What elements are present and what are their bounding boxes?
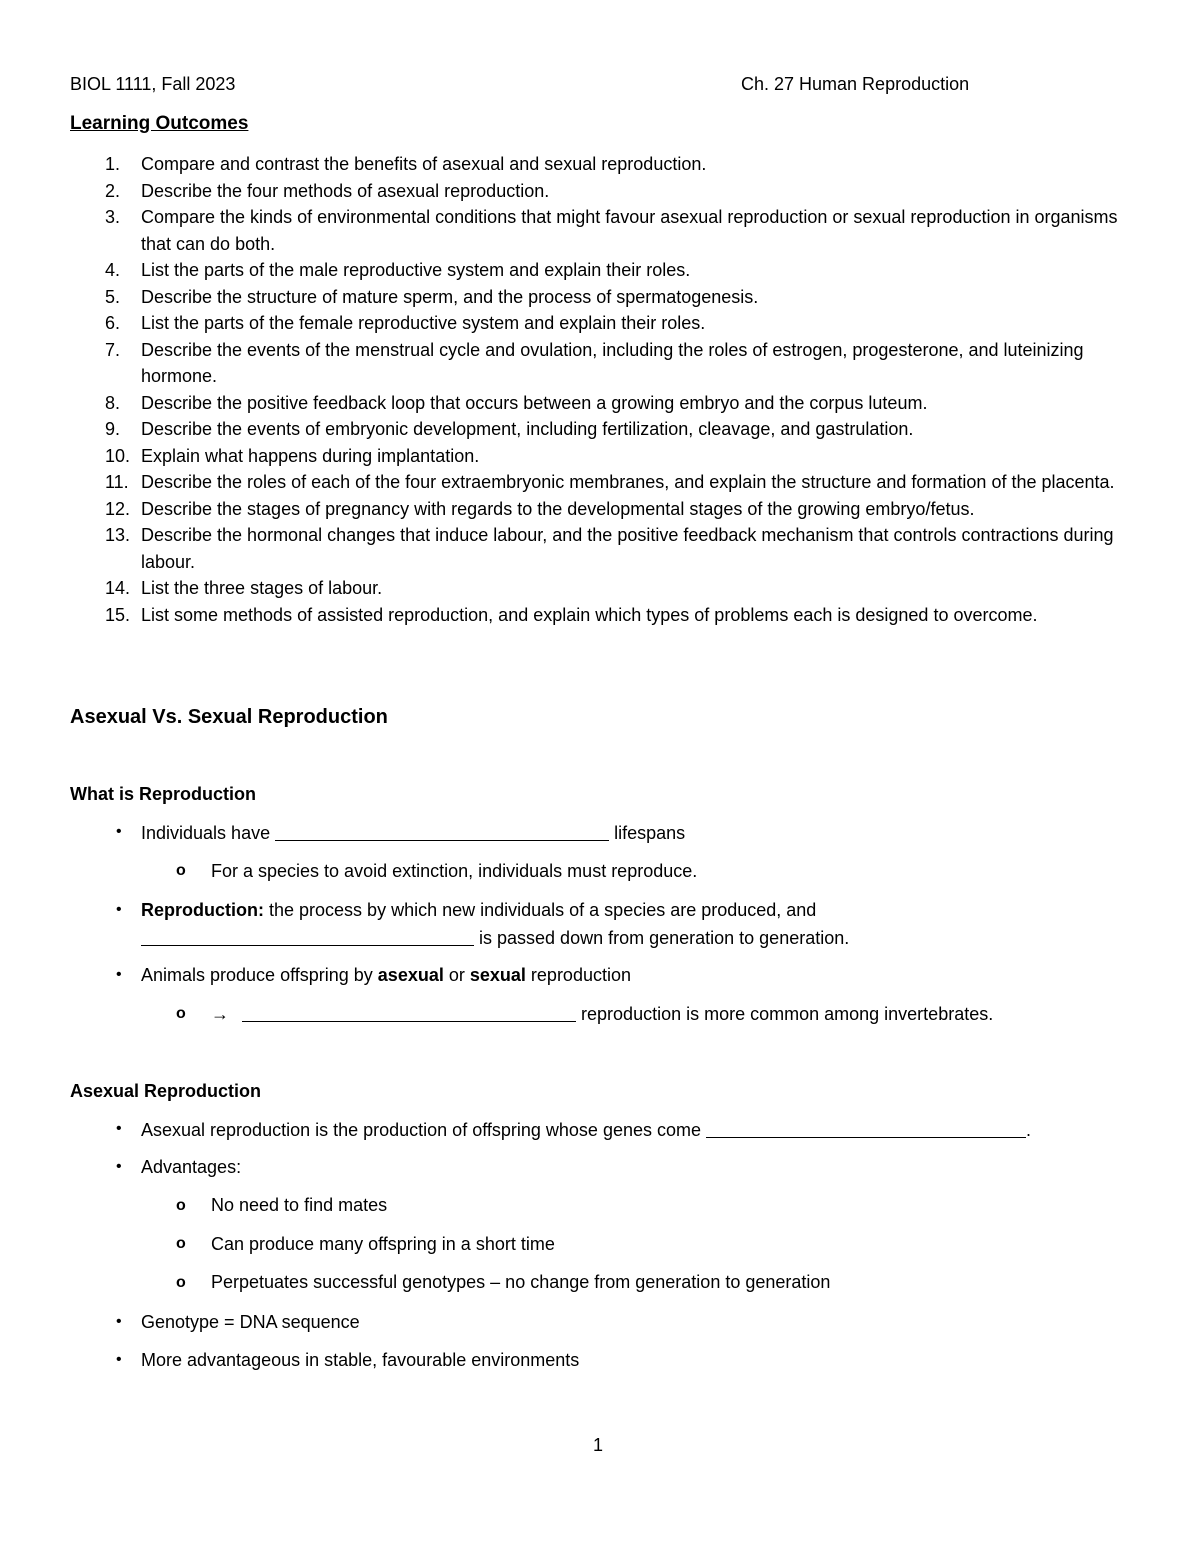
outcome-item	[0, 416, 1200, 443]
reproduction-cont-text: is passed down from generation to generation.	[479, 928, 850, 948]
sub-bullet-icon: o	[176, 1274, 186, 1291]
outcome-number: 6.	[105, 313, 121, 333]
outcome-number: 3.	[105, 207, 121, 227]
outcome-number: 7.	[105, 339, 121, 360]
outcome-text: Describe the roles of each of the four extraembryonic membranes, and explain the structure and formation of the placenta.	[141, 472, 1115, 492]
reproduction-text: the process by which new individuals of a species are produced, and	[264, 900, 817, 920]
outcome-item	[0, 496, 1200, 523]
outcome-number: 5.	[105, 286, 121, 307]
sexual-term: sexual	[469, 965, 526, 985]
fill-in-blank	[242, 1003, 576, 1022]
lifespan-line	[141, 822, 685, 844]
reproduction-definition-cont	[141, 927, 849, 949]
sub-bullet-icon: o	[176, 862, 186, 879]
outcome-text: Describe the events of embryonic development, including fertilization, cleavage, and gastrulation.	[141, 419, 914, 439]
outcome-text: Describe the hormonal changes that induce labour, and the positive feedback mechanism that controls contractions during labour.	[141, 525, 1114, 572]
lifespan-pre: Individuals have	[141, 823, 271, 843]
outcome-number: 4.	[105, 260, 121, 280]
outcome-number: 8.	[105, 392, 121, 413]
invertebrates-text: reproduction is more common among invertebrates.	[581, 1004, 994, 1024]
asexual-reproduction-title: Asexual Reproduction	[70, 1081, 262, 1101]
offspring-pre: Animals produce offspring by	[141, 965, 378, 985]
outcome-item	[0, 151, 1200, 178]
outcome-text: List some methods of assisted reproduction, and explain which types of problems each is designed to overcome.	[141, 604, 1038, 625]
outcome-number: 12.	[105, 498, 131, 519]
advantages-label: Advantages:	[141, 1157, 242, 1177]
fill-in-blank	[706, 1119, 1026, 1138]
asexual-def-post: .	[1026, 1120, 1032, 1140]
outcome-text: Describe the four methods of asexual reproduction.	[141, 180, 550, 201]
outcome-number: 9.	[105, 419, 121, 439]
sub-bullet-icon: o	[176, 1235, 186, 1252]
advantage-item: No need to find mates	[211, 1195, 388, 1215]
outcome-item	[0, 443, 1200, 470]
outcome-item	[0, 257, 1200, 284]
section-title: Asexual Vs. Sexual Reproduction	[70, 706, 388, 728]
outcome-text: Describe the positive feedback loop that occurs between a growing embryo and the corpus luteum.	[141, 392, 928, 413]
outcome-text: Compare the kinds of environmental conditions that might favour asexual reproduction or sexual reproduction in organisms that can do both.	[141, 207, 1118, 254]
outcome-item	[0, 178, 1200, 205]
outcome-number: 15.	[105, 604, 131, 625]
fill-in-blank	[141, 927, 474, 946]
extinction-line: For a species to avoid extinction, individuals must reproduce.	[211, 861, 698, 881]
genotype-line: Genotype = DNA sequence	[141, 1312, 360, 1332]
page-number: 1	[593, 1435, 604, 1455]
asexual-definition	[141, 1119, 1031, 1141]
invertebrates-line	[211, 1003, 993, 1025]
outcome-text: List the three stages of labour.	[141, 578, 383, 598]
outcome-text: Explain what happens during implantation.	[141, 445, 480, 466]
bullet-icon: •	[116, 1313, 122, 1330]
outcome-item	[0, 522, 1200, 575]
outcome-number: 10.	[105, 445, 131, 466]
outcome-number: 1.	[105, 154, 121, 174]
outcome-item	[0, 602, 1200, 629]
fill-in-blank	[275, 822, 609, 841]
bullet-icon: •	[116, 1120, 122, 1137]
lifespan-post: lifespans	[614, 823, 686, 843]
outcome-text: Describe the stages of pregnancy with regards to the developmental stages of the growing embryo/fetus.	[141, 498, 975, 519]
outcome-text: List the parts of the male reproductive system and explain their roles.	[141, 260, 691, 280]
arrow-icon: →	[211, 1004, 229, 1024]
reproduction-term: Reproduction:	[141, 900, 264, 920]
outcome-number: 11.	[105, 472, 129, 492]
sub-bullet-icon: o	[176, 1005, 186, 1022]
environment-line: More advantageous in stable, favourable environments	[141, 1350, 580, 1370]
outcome-item	[0, 284, 1200, 311]
course-header: BIOL 1111, Fall 2023	[70, 74, 236, 94]
bullet-icon: •	[116, 1351, 122, 1368]
learning-outcomes-list	[0, 151, 1200, 628]
outcome-number: 13.	[105, 525, 131, 545]
advantage-item: Perpetuates successful genotypes – no change from generation to generation	[211, 1272, 831, 1292]
learning-outcomes-title: Learning Outcomes	[70, 113, 249, 134]
outcome-item	[0, 469, 1200, 496]
outcome-text: Describe the structure of mature sperm, and the process of spermatogenesis.	[141, 286, 759, 307]
chapter-header: Ch. 27 Human Reproduction	[741, 74, 970, 94]
outcome-item	[0, 337, 1200, 390]
bullet-icon: •	[116, 823, 122, 840]
offspring-mid: or	[443, 965, 470, 985]
reproduction-definition	[141, 900, 816, 921]
outcome-text: Compare and contrast the benefits of asexual and sexual reproduction.	[141, 154, 707, 174]
sub-bullet-icon: o	[176, 1197, 186, 1214]
outcome-text: Describe the events of the menstrual cycle and ovulation, including the roles of estrogen, progesterone, and luteinizing hormone.	[141, 339, 1084, 386]
outcome-number: 14.	[105, 578, 131, 598]
asexual-def-pre: Asexual reproduction is the production of offspring whose genes come	[141, 1120, 702, 1140]
outcome-item	[0, 204, 1200, 257]
bullet-icon: •	[116, 1158, 122, 1175]
offspring-post: reproduction	[525, 965, 631, 985]
what-is-reproduction-title: What is Reproduction	[70, 784, 256, 804]
outcome-text: List the parts of the female reproductive system and explain their roles.	[141, 313, 706, 333]
bullet-icon: •	[116, 966, 122, 983]
outcome-number: 2.	[105, 180, 121, 201]
advantage-item: Can produce many offspring in a short time	[211, 1234, 555, 1254]
outcome-item	[0, 310, 1200, 337]
offspring-line	[141, 965, 631, 986]
outcome-item	[0, 390, 1200, 417]
outcome-item	[0, 575, 1200, 602]
bullet-icon: •	[116, 901, 122, 918]
asexual-term: asexual	[377, 965, 444, 985]
